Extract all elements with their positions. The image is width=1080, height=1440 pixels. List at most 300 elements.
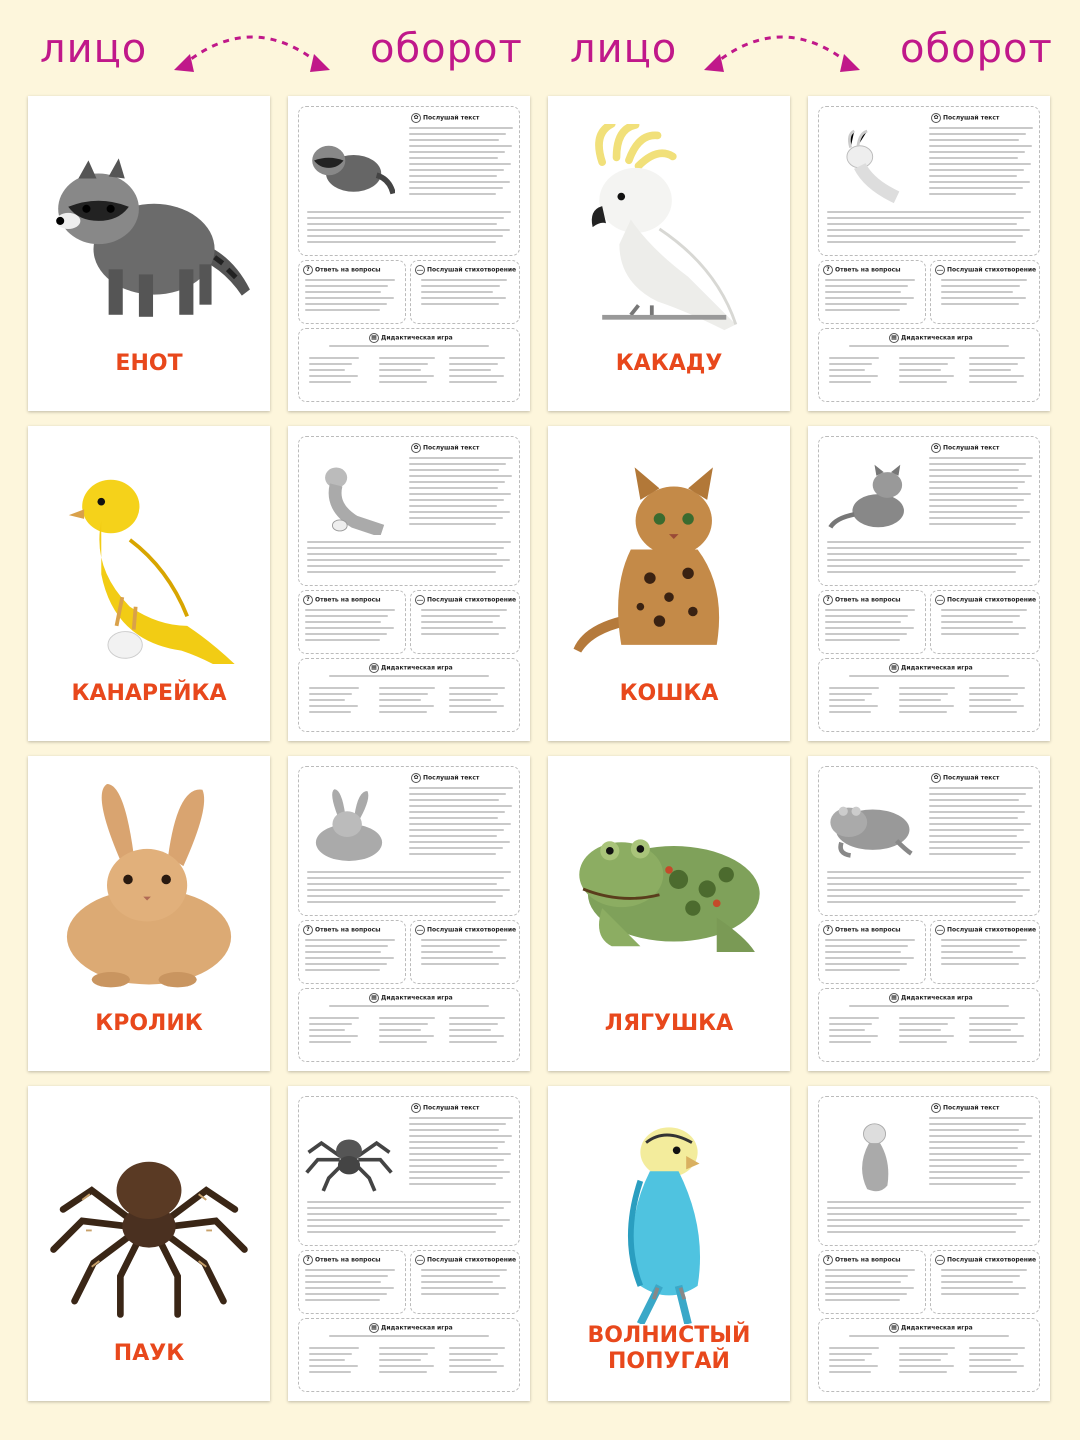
text-line <box>825 963 907 965</box>
text-line <box>305 1299 380 1301</box>
text-line <box>929 1153 1031 1155</box>
text-line <box>929 145 1032 147</box>
text-line <box>827 883 1017 885</box>
text-line <box>409 475 512 477</box>
back-label: оборот <box>900 26 1053 72</box>
puzzle-icon: ▦ <box>889 663 899 673</box>
text-line <box>929 499 1024 501</box>
text-line <box>449 687 505 689</box>
text-line <box>307 1201 511 1203</box>
text-line <box>849 1005 1009 1007</box>
card-front-spider[interactable] <box>28 1086 270 1401</box>
text-line <box>827 553 1017 555</box>
text-line <box>825 285 908 287</box>
text-line <box>409 517 503 519</box>
text-line <box>827 895 1023 897</box>
text-line <box>305 627 394 629</box>
text-line <box>941 621 1013 623</box>
text-line <box>309 369 345 371</box>
text-line <box>421 291 493 293</box>
text-line <box>827 1207 1024 1209</box>
text-line <box>409 505 497 507</box>
text-line <box>827 559 1030 561</box>
text-line <box>899 1035 954 1037</box>
questions-section <box>298 260 406 324</box>
text-section <box>298 436 520 586</box>
text-line <box>929 511 1030 513</box>
text-line <box>929 187 1023 189</box>
budgie-icon <box>558 1114 780 1324</box>
text-line <box>825 939 915 941</box>
text-line <box>305 609 395 611</box>
text-line <box>929 1123 1026 1125</box>
text-line <box>929 1183 1016 1185</box>
poem-section <box>410 260 520 324</box>
raccoon-icon <box>38 124 260 334</box>
text-line <box>825 609 915 611</box>
section-title: Ответь на вопросы <box>315 1256 381 1264</box>
text-line <box>305 957 394 959</box>
text-line <box>827 211 1031 213</box>
text-line <box>929 1159 1024 1161</box>
double-arrow-icon <box>170 18 335 78</box>
question-icon: ? <box>823 925 833 935</box>
text-line <box>307 1213 497 1215</box>
text-line <box>969 705 1024 707</box>
text-line <box>307 229 510 231</box>
face-label: лицо <box>40 26 148 72</box>
section-title: Дидактическая игра <box>901 1324 973 1332</box>
section-title: Дидактическая игра <box>901 664 973 672</box>
section-title: Послушай текст <box>943 114 1000 122</box>
text-line <box>307 1207 504 1209</box>
text-line <box>899 1347 955 1349</box>
text-line <box>899 693 948 695</box>
text-line <box>309 1365 358 1367</box>
text-line <box>929 523 1016 525</box>
text-line <box>827 223 1017 225</box>
card-title: ЛЯГУШКА <box>604 1011 734 1036</box>
text-line <box>849 345 1009 347</box>
text-line <box>929 1117 1033 1119</box>
text-line <box>929 1147 1018 1149</box>
text-line <box>929 817 1018 819</box>
text-line <box>929 469 1019 471</box>
text-line <box>829 693 872 695</box>
text-line <box>449 1035 504 1037</box>
text-line <box>409 1177 503 1179</box>
text-line <box>929 1129 1019 1131</box>
puzzle-icon: ▦ <box>889 333 899 343</box>
text-line <box>899 1023 948 1025</box>
card-back-cockatoo[interactable] <box>808 96 1050 411</box>
text-line <box>449 1029 491 1031</box>
text-line <box>309 1035 358 1037</box>
frog-icon <box>823 787 915 865</box>
canary-icon <box>303 457 395 535</box>
text-line <box>829 1371 871 1373</box>
text-line <box>825 1269 915 1271</box>
card-title-line2: ПОПУГАЙ <box>608 1349 730 1374</box>
text-line <box>829 705 878 707</box>
raccoon-icon <box>303 127 395 205</box>
text-line <box>829 1353 872 1355</box>
text-line <box>449 381 497 383</box>
text-line <box>379 1023 428 1025</box>
cat-icon <box>558 454 780 664</box>
cat-icon: ✿ <box>931 443 941 453</box>
text-line <box>421 615 500 617</box>
poem-section <box>410 920 520 984</box>
spider-icon <box>38 1114 260 1324</box>
text-section <box>298 106 520 256</box>
face-label: лицо <box>570 26 678 72</box>
question-icon: ? <box>303 925 313 935</box>
text-line <box>379 1017 435 1019</box>
poem-section <box>930 590 1040 654</box>
text-line <box>305 951 381 953</box>
text-line <box>969 375 1024 377</box>
text-line <box>941 609 1027 611</box>
text-line <box>305 309 380 311</box>
text-line <box>899 375 954 377</box>
section-title: Послушай стихотворение <box>947 926 1037 934</box>
puzzle-icon: ▦ <box>369 333 379 343</box>
back-label: оборот <box>370 26 523 72</box>
card-back-cat[interactable] <box>808 426 1050 741</box>
text-line <box>941 1269 1027 1271</box>
text-line <box>421 303 499 305</box>
text-line <box>309 1359 345 1361</box>
text-line <box>969 1017 1025 1019</box>
card-title: КАКАДУ <box>615 351 723 376</box>
text-line <box>825 633 907 635</box>
text-line <box>899 1029 941 1031</box>
section-title: Послушай стихотворение <box>427 926 517 934</box>
section-title: Дидактическая игра <box>381 1324 453 1332</box>
text-line <box>969 1023 1018 1025</box>
card-front-cockatoo[interactable] <box>548 96 790 411</box>
text-line <box>829 687 879 689</box>
game-section <box>298 658 520 732</box>
text-line <box>827 1213 1017 1215</box>
text-line <box>409 193 496 195</box>
game-section <box>818 658 1040 732</box>
game-section <box>298 1318 520 1392</box>
canary-icon: ✿ <box>411 443 421 453</box>
text-line <box>899 1359 941 1361</box>
text-line <box>421 297 506 299</box>
text-line <box>305 279 395 281</box>
text-line <box>307 241 496 243</box>
text-line <box>421 1293 499 1295</box>
text-line <box>829 1017 879 1019</box>
section-title: Послушай стихотворение <box>947 1256 1037 1264</box>
text-line <box>409 811 505 813</box>
text-line <box>307 871 511 873</box>
text-line <box>307 1225 503 1227</box>
text-line <box>305 285 388 287</box>
text-line <box>449 705 504 707</box>
text-line <box>307 559 510 561</box>
text-line <box>899 711 947 713</box>
text-line <box>309 1017 359 1019</box>
text-line <box>929 1171 1030 1173</box>
text-line <box>309 699 345 701</box>
text-line <box>307 895 503 897</box>
section-title: Послушай стихотворение <box>427 596 517 604</box>
text-line <box>941 945 1020 947</box>
text-line <box>409 829 504 831</box>
text-line <box>825 627 914 629</box>
text-section <box>818 1096 1040 1246</box>
text-line <box>899 1017 955 1019</box>
cockatoo-icon <box>823 127 915 205</box>
text-line <box>929 463 1026 465</box>
text-line <box>409 835 497 837</box>
text-line <box>929 487 1018 489</box>
text-line <box>827 217 1024 219</box>
text-line <box>329 345 489 347</box>
text-line <box>309 693 352 695</box>
text-line <box>929 481 1025 483</box>
text-line <box>379 381 427 383</box>
text-line <box>825 279 915 281</box>
section-title: Послушай текст <box>943 774 1000 782</box>
card-front-cat[interactable] <box>548 426 790 741</box>
text-line <box>941 633 1019 635</box>
card-back-raccoon[interactable] <box>288 96 530 411</box>
card-front-rabbit[interactable] <box>28 756 270 1071</box>
card-back-spider[interactable] <box>288 1086 530 1401</box>
text-line <box>829 1029 865 1031</box>
section-title: Ответь на вопросы <box>835 266 901 274</box>
text-line <box>409 181 510 183</box>
text-line <box>969 1347 1025 1349</box>
card-front-canary[interactable] <box>28 426 270 741</box>
text-line <box>941 1293 1019 1295</box>
text-line <box>941 957 1026 959</box>
questions-section <box>298 920 406 984</box>
text-line <box>409 511 510 513</box>
text-line <box>899 687 955 689</box>
section-title: Ответь на вопросы <box>315 926 381 934</box>
text-line <box>329 1335 489 1337</box>
card-title: КРОЛИК <box>95 1011 203 1036</box>
text-line <box>409 457 513 459</box>
text-line <box>421 633 499 635</box>
text-line <box>329 1005 489 1007</box>
text-line <box>421 627 506 629</box>
text-line <box>379 1365 434 1367</box>
text-line <box>449 1353 498 1355</box>
section-title: Дидактическая игра <box>381 334 453 342</box>
text-line <box>309 1347 359 1349</box>
text-line <box>899 1353 948 1355</box>
text-line <box>827 901 1016 903</box>
text-line <box>929 841 1030 843</box>
text-line <box>449 1017 505 1019</box>
chat-icon: … <box>937 1256 943 1263</box>
text-line <box>929 787 1033 789</box>
section-title: Ответь на вопросы <box>835 1256 901 1264</box>
text-line <box>969 1365 1024 1367</box>
text-line <box>829 699 865 701</box>
card-back-budgie[interactable] <box>808 1086 1050 1401</box>
text-line <box>825 1281 901 1283</box>
text-line <box>421 285 500 287</box>
section-title: Ответь на вопросы <box>315 596 381 604</box>
text-line <box>379 369 421 371</box>
text-line <box>309 1371 351 1373</box>
text-line <box>409 1153 511 1155</box>
section-title: Послушай текст <box>423 114 480 122</box>
text-line <box>829 1041 871 1043</box>
text-line <box>409 793 506 795</box>
text-line <box>449 357 505 359</box>
text-line <box>969 693 1018 695</box>
card-back-canary[interactable] <box>288 426 530 741</box>
text-section <box>818 106 1040 256</box>
text-line <box>409 499 504 501</box>
text-line <box>309 363 352 365</box>
text-line <box>969 1029 1011 1031</box>
questions-section <box>818 590 926 654</box>
text-line <box>829 357 879 359</box>
section-title: Послушай стихотворение <box>947 266 1037 274</box>
text-line <box>309 1353 352 1355</box>
text-line <box>409 853 496 855</box>
text-line <box>305 1269 395 1271</box>
poem-section <box>410 1250 520 1314</box>
text-line <box>409 823 511 825</box>
text-line <box>305 939 395 941</box>
text-line <box>929 799 1019 801</box>
text-line <box>825 1275 908 1277</box>
text-line <box>899 357 955 359</box>
text-line <box>409 493 511 495</box>
text-line <box>849 675 1009 677</box>
text-line <box>825 951 901 953</box>
text-line <box>829 381 871 383</box>
text-line <box>825 291 901 293</box>
text-line <box>305 1275 388 1277</box>
section-title: Послушай стихотворение <box>427 266 517 274</box>
text-line <box>305 1287 394 1289</box>
card-title: ЕНОТ <box>115 351 183 376</box>
text-line <box>827 229 1030 231</box>
text-line <box>307 553 497 555</box>
text-line <box>421 957 506 959</box>
text-line <box>825 1299 900 1301</box>
text-line <box>941 939 1027 941</box>
text-line <box>309 375 358 377</box>
text-line <box>941 291 1013 293</box>
text-line <box>421 945 500 947</box>
text-line <box>305 639 380 641</box>
card-front-raccoon[interactable] <box>28 96 270 411</box>
text-line <box>305 621 381 623</box>
text-line <box>305 969 380 971</box>
text-line <box>929 151 1025 153</box>
text-line <box>929 793 1026 795</box>
text-line <box>827 547 1024 549</box>
text-line <box>827 1201 1031 1203</box>
text-line <box>825 303 907 305</box>
text-line <box>899 381 947 383</box>
text-line <box>409 787 513 789</box>
section-title: Ответь на вопросы <box>835 596 901 604</box>
text-line <box>305 297 394 299</box>
chat-icon: … <box>417 1256 423 1263</box>
text-line <box>929 457 1033 459</box>
section-title: Послушай текст <box>943 444 1000 452</box>
text-line <box>829 1035 878 1037</box>
text-line <box>409 1147 498 1149</box>
text-line <box>825 1293 907 1295</box>
text-line <box>929 517 1023 519</box>
text-line <box>899 705 954 707</box>
text-line <box>941 303 1019 305</box>
section-title: Послушай текст <box>943 1104 1000 1112</box>
text-line <box>421 1287 506 1289</box>
text-line <box>929 805 1032 807</box>
chat-icon: … <box>417 926 423 933</box>
text-line <box>827 571 1016 573</box>
chat-icon: … <box>417 596 423 603</box>
text-line <box>305 963 387 965</box>
header <box>0 0 1080 92</box>
text-line <box>409 133 506 135</box>
card-title: ПАУК <box>113 1341 185 1366</box>
text-line <box>409 1117 513 1119</box>
text-section <box>818 436 1040 586</box>
poem-section <box>410 590 520 654</box>
section-title: Послушай стихотворение <box>947 596 1037 604</box>
text-line <box>827 1225 1023 1227</box>
spider-icon: ✿ <box>411 1103 421 1113</box>
section-title: Послушай стихотворение <box>427 1256 517 1264</box>
text-line <box>929 1177 1023 1179</box>
card-back-rabbit[interactable] <box>288 756 530 1071</box>
text-line <box>827 241 1016 243</box>
section-title: Послушай текст <box>423 444 480 452</box>
text-line <box>827 541 1031 543</box>
card-front-frog[interactable] <box>548 756 790 1071</box>
section-title: Дидактическая игра <box>381 664 453 672</box>
text-line <box>379 1347 435 1349</box>
text-line <box>449 1359 491 1361</box>
game-section <box>298 328 520 402</box>
text-line <box>941 285 1020 287</box>
budgie-icon: ✿ <box>931 1103 941 1113</box>
text-line <box>379 705 434 707</box>
card-back-frog[interactable] <box>808 756 1050 1071</box>
text-line <box>929 1135 1032 1137</box>
chat-icon: … <box>937 926 943 933</box>
text-line <box>309 1023 352 1025</box>
text-line <box>309 1041 351 1043</box>
text-line <box>899 369 941 371</box>
text-line <box>409 139 499 141</box>
section-title: Ответь на вопросы <box>835 926 901 934</box>
text-line <box>307 883 497 885</box>
text-line <box>309 357 359 359</box>
text-line <box>929 811 1025 813</box>
card-front-budgie[interactable] <box>548 1086 790 1401</box>
text-line <box>409 805 512 807</box>
text-line <box>379 363 428 365</box>
